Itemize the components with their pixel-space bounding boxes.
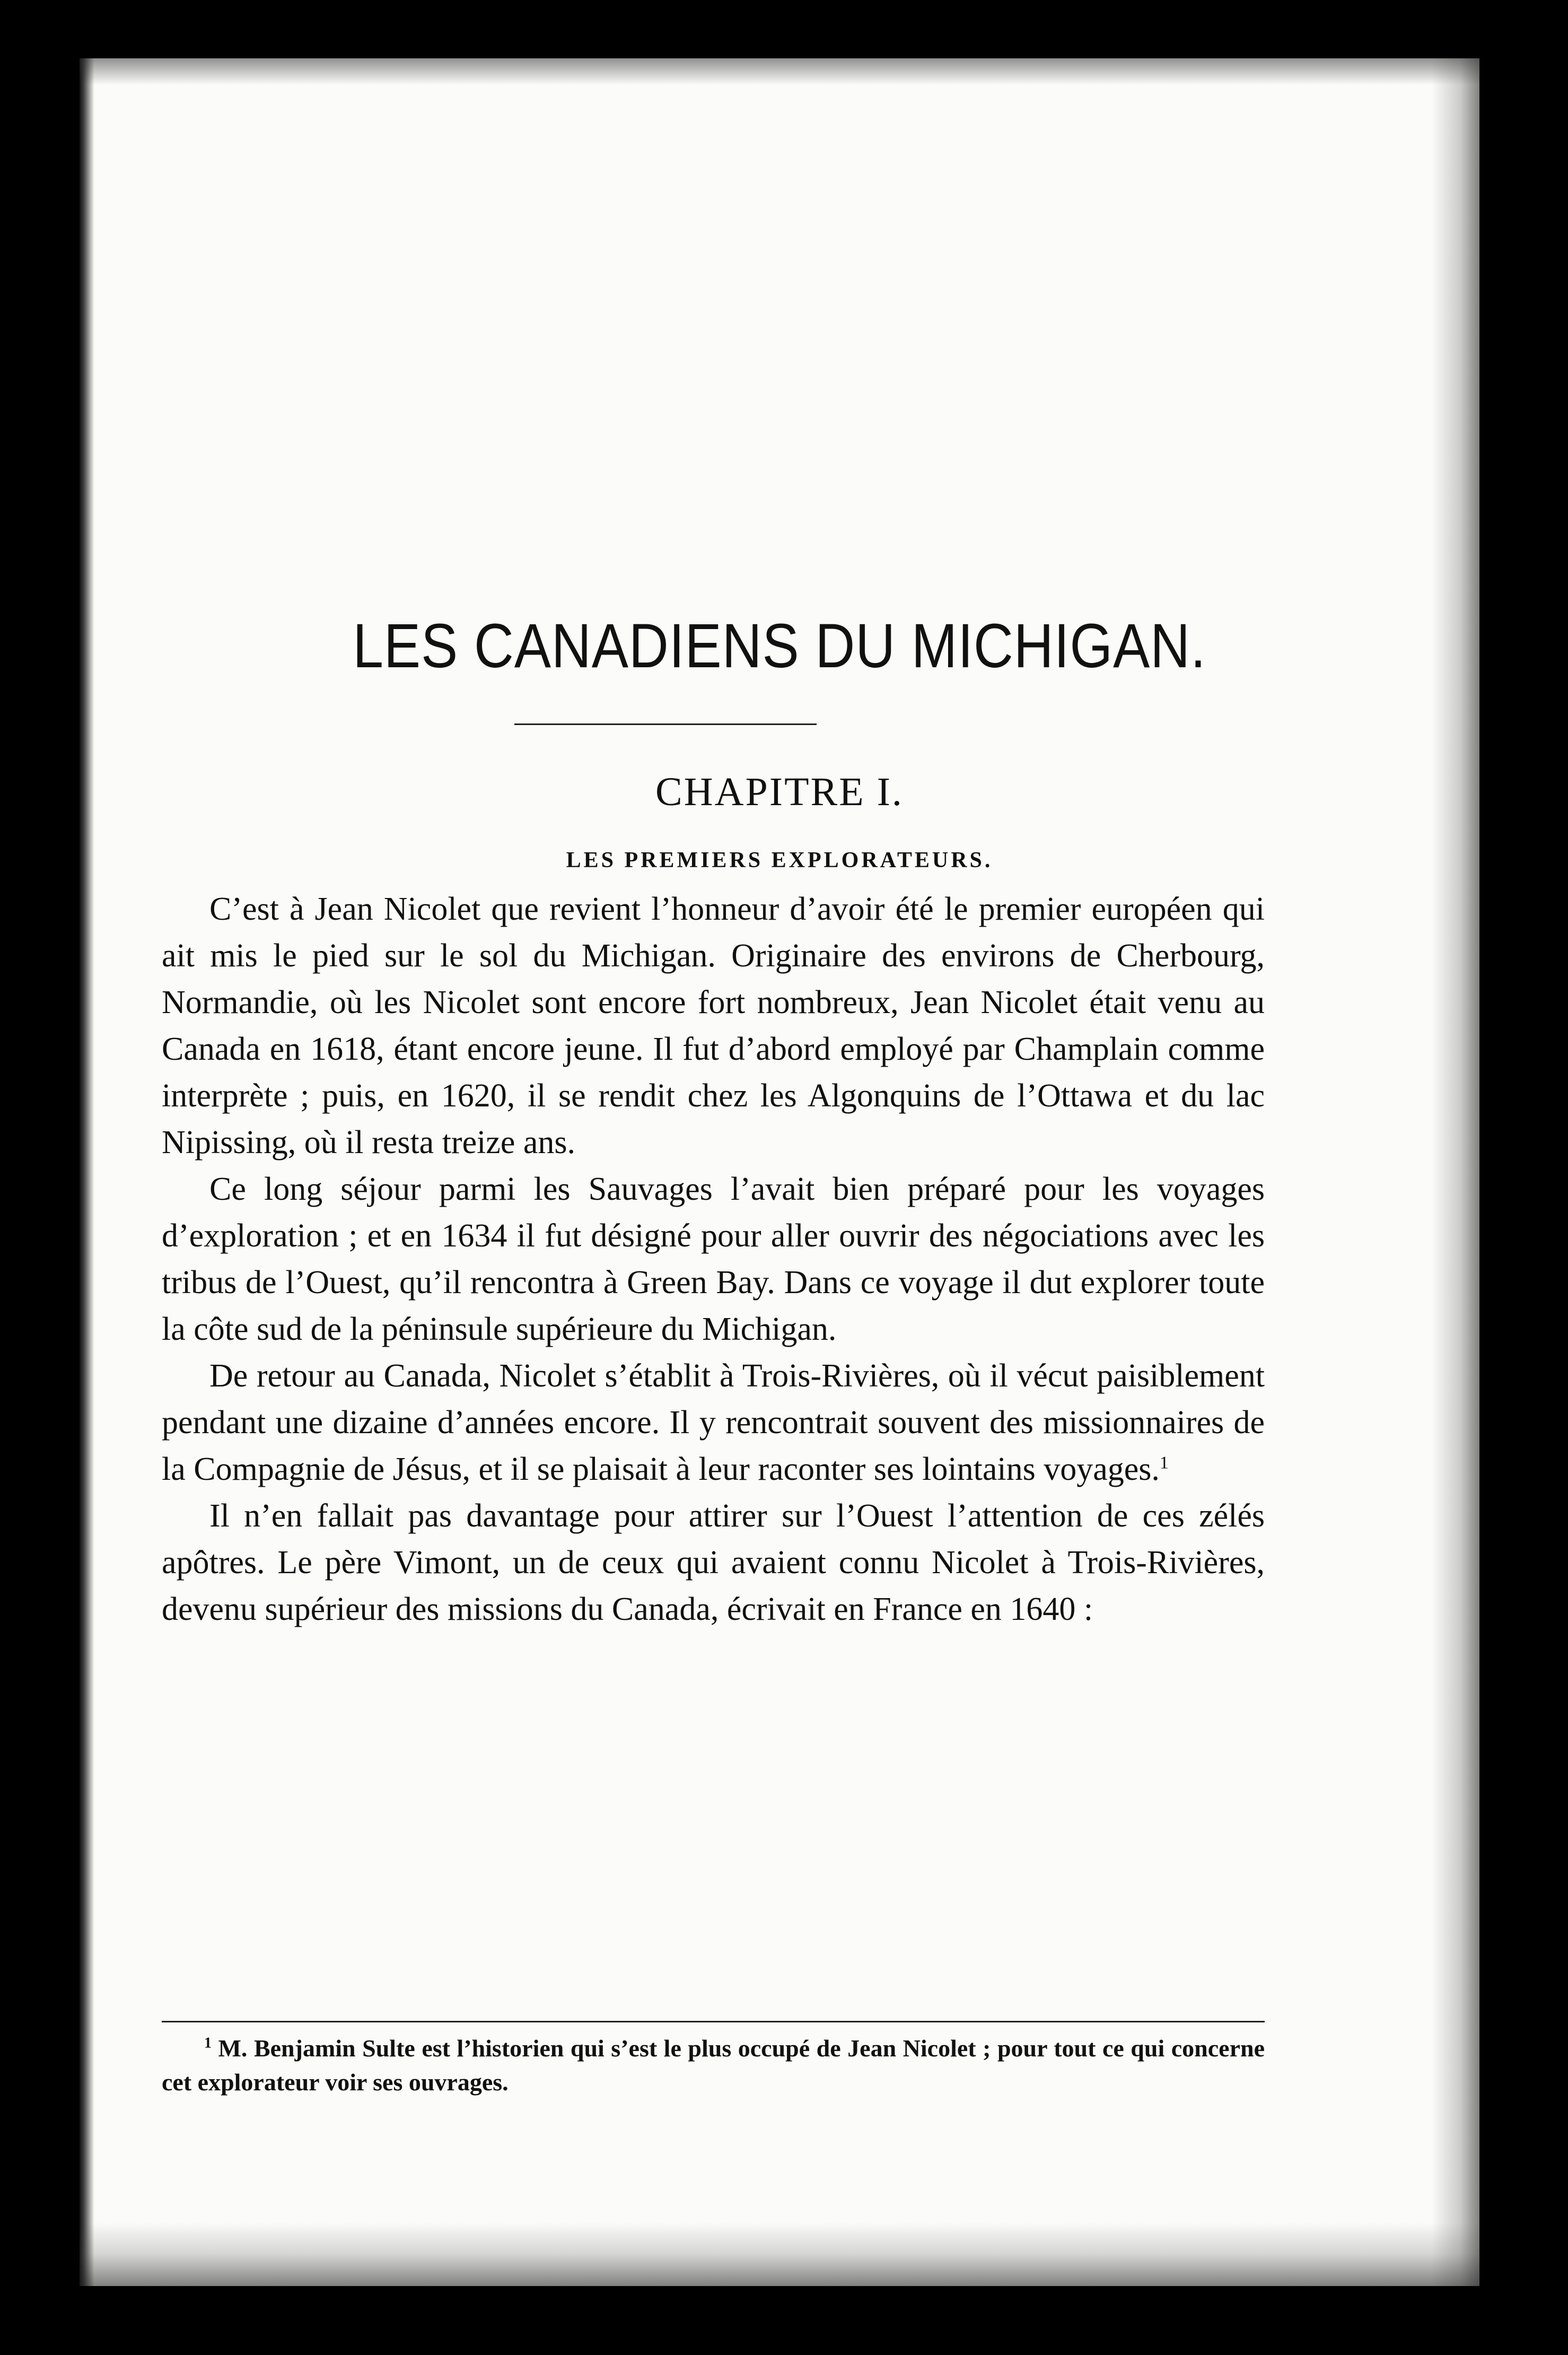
paragraph-3 xyxy=(162,1353,1265,1493)
footnote-text: M. Benjamin Sulte est l’historien qui s’est le plus occupé de Jean Nicolet ; pour tout ce qui concerne cet explorateur voir ses ouvrages. xyxy=(162,2035,1265,2096)
paragraph-4: Il n’en fallait pas davantage pour attirer sur l’Ouest l’attention de ces zélés apôtres. Le père Vimont, un de ceux qui avaient connu Nicolet à Trois-Rivières, devenu supérieur des missions du Canada, écrivait en France en 1640 : xyxy=(162,1498,1265,1627)
page-edge-shadow-right xyxy=(1432,58,1479,2286)
section-heading: LES PREMIERS EXPLORATEURS. xyxy=(566,848,993,873)
page-title: LES CANADIENS DU MICHIGAN. xyxy=(353,611,1206,681)
paragraph-3-text: De retour au Canada, Nicolet s’établit à Trois-Rivières, où il vécut paisiblement pendant une dizaine d’années encore. Il y rencontrait souvent des missionnaires de la Compagnie de Jésus, et il se plaisait à leur raconter ses lointains voyages. xyxy=(162,1358,1265,1487)
paragraph-1: C’est à Jean Nicolet que revient l’honneur d’avoir été le premier européen qui ait mis le pied sur le sol du Michigan. Originaire des environs de Cherbourg, Normandie, où les Nicolet sont encore fort nombreux, Jean Nicolet était venu au Canada en 1618, étant encore jeune. Il fut d’abord employé par Champlain comme interprète ; puis, en 1620, il se rendit chez les Algonquins de l’Ottawa et du lac Nipissing, où il resta treize ans. xyxy=(162,891,1265,1161)
title-divider xyxy=(514,723,817,725)
footnote xyxy=(162,2031,1265,2099)
footnote-marker: 1 xyxy=(204,2035,212,2052)
paragraph-2: Ce long séjour parmi les Sauvages l’avait bien préparé pour les voyages d’exploration ; et en 1634 il fut désigné pour aller ouvrir des négociations avec les tribus de l’Ouest, qu’il rencontra à Green Bay. Dans ce voyage il dut explorer toute la côte sud de la péninsule supérieure du Michigan. xyxy=(162,1171,1265,1347)
footnote-reference: 1 xyxy=(1159,1453,1169,1473)
footnote-divider xyxy=(162,2021,1265,2022)
page-edge-shadow-left xyxy=(80,58,94,2286)
page-edge-shadow-bottom xyxy=(80,2222,1479,2286)
document-page xyxy=(80,58,1479,2286)
body-text xyxy=(162,886,1265,1633)
page-edge-shadow-top xyxy=(80,58,1479,85)
chapter-heading: CHAPITRE I. xyxy=(655,770,904,814)
